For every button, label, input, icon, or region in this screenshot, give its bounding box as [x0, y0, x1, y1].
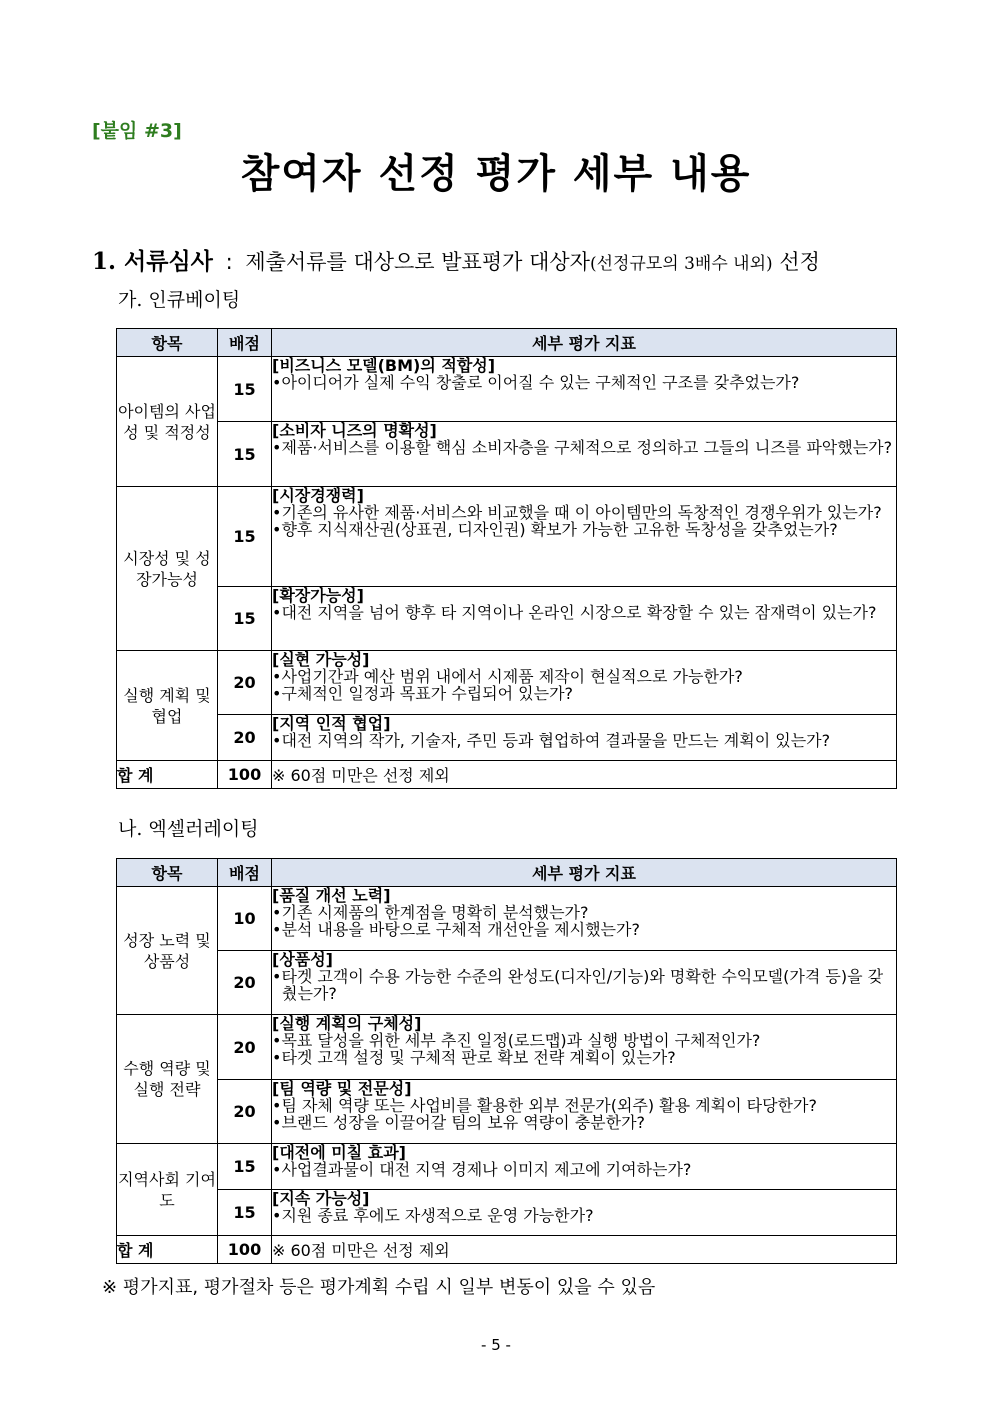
criterion-cell — [272, 587, 897, 651]
table-row — [117, 1144, 897, 1190]
total-score: 100 — [218, 761, 272, 789]
accelerating-evaluation-table — [116, 858, 897, 1264]
table-row — [117, 887, 897, 951]
score-cell: 15 — [218, 487, 272, 587]
table-row — [117, 587, 897, 651]
criterion-cell — [272, 422, 897, 487]
subtitle-incubating: 가. 인큐베이팅 — [118, 289, 241, 311]
attachment-tag: [붙임 #3] — [92, 120, 182, 142]
header-score: 배점 — [218, 859, 272, 887]
criterion-item: •기존 시제품의 한계점을 명확히 분석했는가? — [272, 903, 589, 922]
criterion-title: [비즈니스 모델(BM)의 적합성] — [272, 356, 496, 375]
score-cell: 15 — [218, 422, 272, 487]
criterion-title: [실현 가능성] — [272, 650, 370, 669]
criterion-cell — [272, 1144, 897, 1190]
table-row — [117, 357, 897, 422]
criterion-cell — [272, 357, 897, 422]
table-row — [117, 1015, 897, 1080]
category-cell: 성장 노력 및 상품성 — [117, 887, 218, 1015]
header-category: 항목 — [117, 859, 218, 887]
section-1-note: (선정규모의 3배수 내외) — [589, 254, 773, 274]
criterion-item: •타겟 고객이 수용 가능한 수준의 완성도(디자인/기능)와 명확한 수익모델(가격 등)을 갖췄는가? — [272, 967, 884, 1003]
header-detail: 세부 평가 지표 — [272, 329, 897, 357]
criterion-item: •분석 내용을 바탕으로 구체적 개선안을 제시했는가? — [272, 920, 640, 939]
criterion-title: [소비자 니즈의 명확성] — [272, 421, 437, 440]
score-cell: 20 — [218, 1080, 272, 1144]
criterion-item: •향후 지식재산권(상표권, 디자인권) 확보가 가능한 고유한 독창성을 갖추었는가? — [272, 520, 838, 539]
footnote: ※ 평가지표, 평가절차 등은 평가계획 수립 시 일부 변동이 있을 수 있음 — [102, 1277, 656, 1298]
criterion-item: •팀 자체 역량 또는 사업비를 활용한 외부 전문가(외주) 활용 계획이 타당한가? — [272, 1096, 817, 1115]
page-title: 참여자 선정 평가 세부 내용 — [240, 151, 752, 197]
table-header-row — [117, 859, 897, 887]
total-row — [117, 1236, 897, 1264]
criterion-title: [실행 계획의 구체성] — [272, 1014, 422, 1033]
header-detail: 세부 평가 지표 — [272, 859, 897, 887]
table-row — [117, 651, 897, 715]
criterion-cell — [272, 951, 897, 1015]
criterion-item: •제품·서비스를 이용할 핵심 소비자층을 구체적으로 정의하고 그들의 니즈를 파악했는가? — [272, 438, 893, 457]
score-cell: 20 — [218, 715, 272, 761]
criterion-item: •대전 지역의 작가, 기술자, 주민 등과 협업하여 결과물을 만드는 계획이 있는가? — [272, 731, 831, 750]
table-row — [117, 1080, 897, 1144]
table-row — [117, 1190, 897, 1236]
total-label: 합 계 — [117, 1236, 218, 1264]
total-score: 100 — [218, 1236, 272, 1264]
criterion-title: [지속 가능성] — [272, 1189, 370, 1208]
criterion-title: [상품성] — [272, 950, 333, 969]
criterion-item: •대전 지역을 넘어 향후 타 지역이나 온라인 시장으로 확장할 수 있는 잠재력이 있는가? — [272, 603, 877, 622]
table-header-row — [117, 329, 897, 357]
criterion-cell — [272, 715, 897, 761]
section-1-title: 1. 서류심사 — [92, 248, 213, 275]
criterion-item: •아이디어가 실제 수익 창출로 이어질 수 있는 구체적인 구조를 갖추었는가? — [272, 373, 800, 392]
total-row — [117, 761, 897, 789]
criterion-title: [품질 개선 노력] — [272, 886, 391, 905]
section-1-separator: : — [225, 250, 233, 274]
criterion-title: [지역 인적 협업] — [272, 714, 391, 733]
category-cell: 시장성 및 성장가능성 — [117, 487, 218, 651]
criterion-item: •사업결과물이 대전 지역 경제나 이미지 제고에 기여하는가? — [272, 1160, 692, 1179]
category-cell: 아이템의 사업성 및 적정성 — [117, 357, 218, 487]
table-row — [117, 487, 897, 587]
subtitle-accelerating: 나. 엑셀러레이팅 — [118, 818, 259, 840]
score-cell: 10 — [218, 887, 272, 951]
score-cell: 20 — [218, 951, 272, 1015]
criterion-item: •지원 종료 후에도 자생적으로 운영 가능한가? — [272, 1206, 594, 1225]
criterion-cell — [272, 1080, 897, 1144]
table-row — [117, 715, 897, 761]
criterion-title: [팀 역량 및 전문성] — [272, 1079, 412, 1098]
score-cell: 15 — [218, 357, 272, 422]
category-cell: 수행 역량 및 실행 전략 — [117, 1015, 218, 1144]
criterion-cell — [272, 651, 897, 715]
criterion-item: •브랜드 성장을 이끌어갈 팀의 보유 역량이 충분한가? — [272, 1113, 646, 1132]
criterion-item: •구체적인 일정과 목표가 수립되어 있는가? — [272, 684, 574, 703]
score-cell: 20 — [218, 1015, 272, 1080]
header-score: 배점 — [218, 329, 272, 357]
criterion-cell — [272, 887, 897, 951]
criterion-item: •기존의 유사한 제품·서비스와 비교했을 때 이 아이템만의 독창적인 경쟁우위가 있는가? — [272, 503, 882, 522]
score-cell: 15 — [218, 1144, 272, 1190]
criterion-title: [시장경쟁력] — [272, 486, 364, 505]
criterion-title: [대전에 미칠 효과] — [272, 1143, 406, 1162]
criterion-title: [확장가능성] — [272, 586, 364, 605]
table-row — [117, 951, 897, 1015]
category-cell: 지역사회 기여도 — [117, 1144, 218, 1236]
incubating-evaluation-table — [116, 328, 897, 789]
page-number: - 5 - — [481, 1336, 511, 1354]
criterion-item: •타겟 고객 설정 및 구체적 판로 확보 전략 계획이 있는가? — [272, 1048, 676, 1067]
criterion-item: •사업기간과 예산 범위 내에서 시제품 제작이 현실적으로 가능한가? — [272, 667, 743, 686]
section-1-description: 제출서류를 대상으로 발표평가 대상자 — [245, 250, 590, 274]
score-cell: 15 — [218, 587, 272, 651]
criterion-cell — [272, 487, 897, 587]
category-cell: 실행 계획 및 협업 — [117, 651, 218, 761]
criterion-cell — [272, 1190, 897, 1236]
header-category: 항목 — [117, 329, 218, 357]
total-note: ※ 60점 미만은 선정 제외 — [272, 1236, 897, 1264]
table-row — [117, 422, 897, 487]
score-cell: 20 — [218, 651, 272, 715]
criterion-cell — [272, 1015, 897, 1080]
section-1-heading — [92, 243, 820, 276]
total-label: 합 계 — [117, 761, 218, 789]
total-note: ※ 60점 미만은 선정 제외 — [272, 761, 897, 789]
score-cell: 15 — [218, 1190, 272, 1236]
section-1-suffix: 선정 — [779, 250, 820, 274]
criterion-item: •목표 달성을 위한 세부 추진 일정(로드맵)과 실행 방법이 구체적인가? — [272, 1031, 761, 1050]
